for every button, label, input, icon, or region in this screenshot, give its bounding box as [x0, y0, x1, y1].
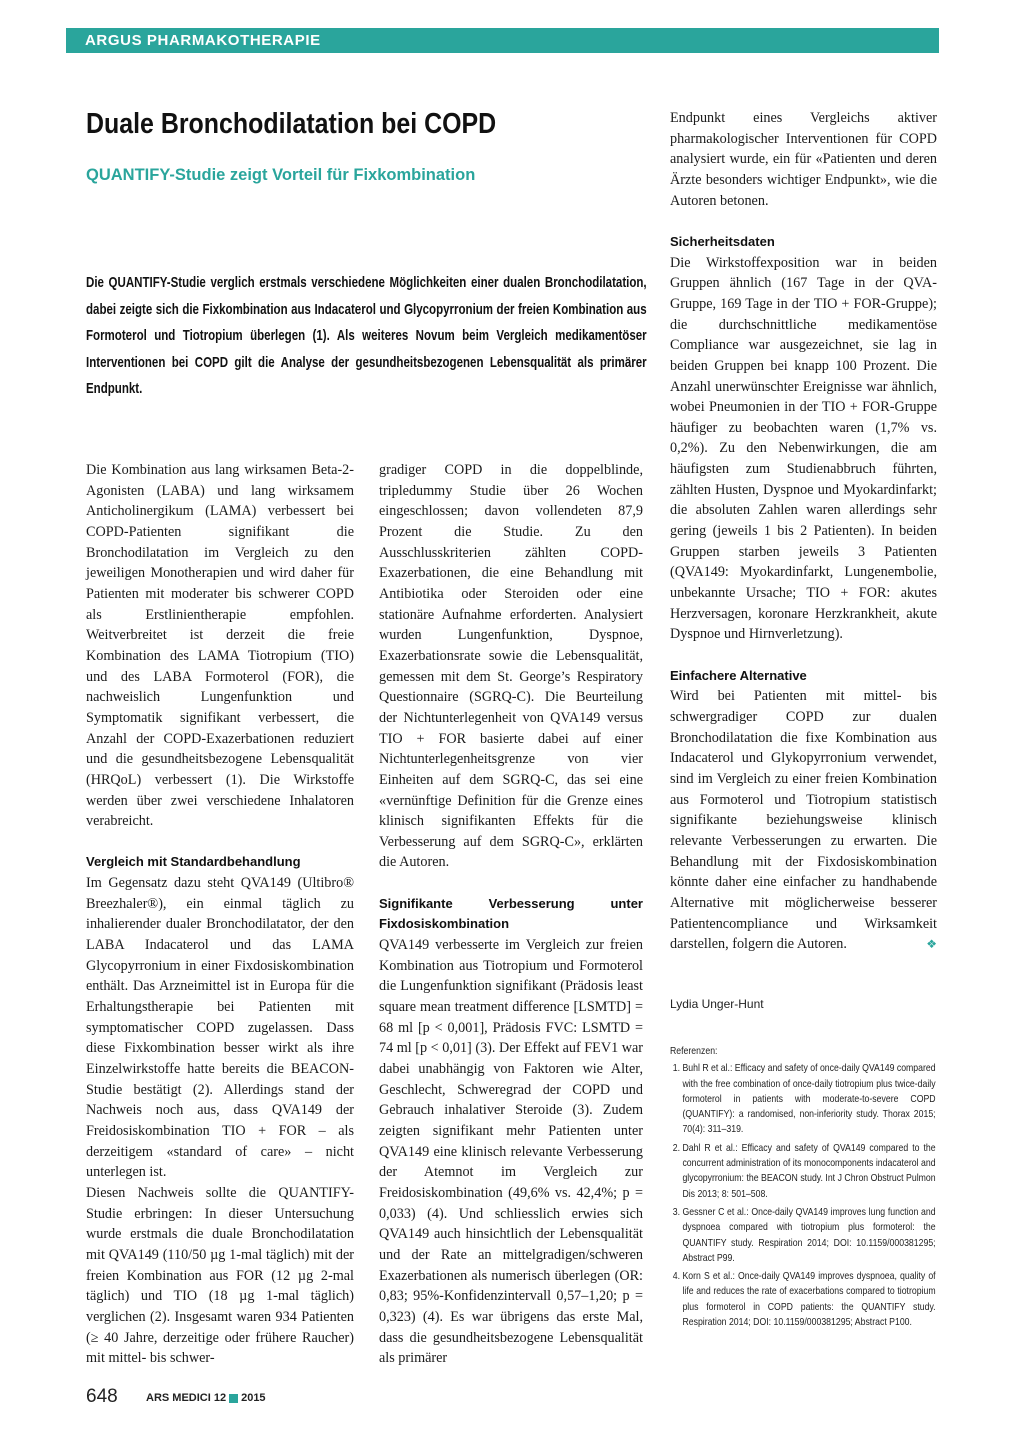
section-heading: Einfachere Alternative: [670, 667, 807, 683]
references: [670, 1044, 936, 1333]
references-list: [670, 1061, 936, 1330]
page-number: 648: [86, 1386, 118, 1407]
reference-item: 1. Buhl R et al.: Efficacy and safety of once-daily QVA149 compared with the free combination of once-daily tiotropium plus twice-daily formoterol in patients with moderate-to-severe COPD (QUANTIFY): a randomised, non-inferiority study. Thorax 2015; 70(4): 311–319.: [682, 1061, 935, 1137]
text-column-3: [670, 108, 937, 955]
section-heading: Signifikante Verbesserung unter Fixdosiskombination: [379, 895, 643, 932]
square-icon: [229, 1394, 238, 1403]
paragraph: gradiger COPD in die doppelblinde, tripledummy Studie über 26 Wochen eingeschlossen; davon vollendeten 87,9 Prozent die Studie. Zu den Ausschlusskriterien zählten COPD-Exazerbationen, die eine Behandlung mit Antibiotika oder Steroiden oder eine stationäre Aufnahme erforderten. Analysiert wurden Lungenfunktion, Dyspnoe, Exazerbationsrate sowie die Lebensqualität, gemessen mit dem St. George’s Respiratory Questionnaire (SGRQ-C). Die Beurteilung der Nichtunterlegenheit von QVA149 versus TIO + FOR basierte dabei auf einer Nichtunterlegenheitsgrenze von vier Einheiten auf dem SGRQ-C, das sei eine «vernünftige Definition für die Grenze eines klinisch signifikanten Effekts für die Verbesserung auf dem SGRQ-C», erklärten die Autoren.: [379, 462, 643, 871]
section-heading: Sicherheitsdaten: [670, 233, 775, 249]
article-lead: Die QUANTIFY-Studie verglich erstmals verschiedene Möglichkeiten einer dualen Bronchodilatation, dabei zeigte sich die Fixkombination aus Indacaterol und Glycopyrronium der freien Kombination aus Formoterol und Tiotropium überlegen (1). Als weiteres Novum beim Vergleich medikamentöser Interventionen bei COPD gilt die Analyse der gesundheitsbezogenen Lebensqualität als primärer Endpunkt.: [86, 274, 647, 397]
paragraph: Im Gegensatz dazu steht QVA149 (Ultibro® Breezhaler®), ein einmal täglich zu inhalierender dualer Bronchodilatator, der den LABA Indacaterol und das LAMA Glycopyrronium in einer Fixdosiskombination enthält. Das Arzneimittel ist in Europa für die Erhaltungstherapie bei Patienten mit symptomatischer COPD zugelassen. Dass diese Fixkombination besser wirkt als ihre Einzelwirkstoffe hatte bereits die BEACON-Studie bestätigt (2). Allerdings stand der Nachweis noch aus, dass QVA149 der Freidosiskombination TIO + FOR – als derzeitigem «standard of care» – nicht unterlegen ist.: [86, 875, 354, 1181]
section-heading: Vergleich mit Standardbehandlung: [86, 854, 301, 870]
journal-name: ARS MEDICI 12: [146, 1392, 227, 1404]
paragraph: Die Wirkstoffexposition war in beiden Gruppen ähnlich (167 Tage in der QVA-Gruppe, 169 Tage in der TIO + FOR-Gruppe); die durchschnittliche medikamentöse Compliance war ausgezeichnet, sie lag in beiden Gruppen bei knapp 100 Prozent. Die Anzahl unerwünschter Ereignisse war ähnlich, wobei Pneumonien in der TIO + FOR-Gruppe häufiger zu beobachten waren (1,7% vs. 0,2%). Zu den Nebenwirkungen, die am häufigsten zum Studienabbruch führten, zählten Husten, Dyspnoe und Myokardinfarkt; die absoluten Zahlen waren allerdings sehr gering (jeweils 1 bis 2 Patienten). In beiden Gruppen starben jeweils 3 Patienten (QVA149: Myokardinfarkt, Lungenembolie, unbekannte Ursache; TIO + FOR: akutes Herzversagen, koronare Herzkrankheit, akute Dyspnoe und Hirnverletzung).: [670, 254, 937, 643]
text-column-1: [86, 460, 354, 1369]
paragraph-text: Wird bei Patienten mit mittel- bis schwergradiger COPD zur dualen Bronchodilatation die fixe Kombination aus Indacaterol und Glykopyrronium verwendet, sind im Vergleich zu einer freien Kombination aus Formoterol und Tiotropium statistisch signifikante beziehungsweise klinisch relevante Verbesserungen zu erwarten. Die Behandlung mit der Fixdosiskombination könnte daher eine einfacher zu handhabende Alternative mit möglicherweise besserer Patientencompliance und Wirksamkeit darstellen, folgern die Autoren.: [670, 688, 937, 953]
paragraph: QVA149 verbesserte im Vergleich zur freien Kombination aus Tiotropium und Formoterol die Lungenfunktion signifikant (Prädosis least square mean treatment difference [LSMTD] = 68 ml [p < 0,001], Prädosis FVC: LSMTD = 74 ml [p < 0,01] (3). Der Effekt auf FEV1 war dabei unabhängig von Faktoren wie Alter, Geschlecht, Schweregrad der COPD und Gebrauch inhalativer Steroide (3). Zudem zeigten signifikant mehr Patienten unter QVA149 eine klinisch relevante Verbesserung der Atemnot im Vergleich zur Freidosiskombination (49,6% vs. 42,4%; p = 0,033) (4). Und schliesslich erwies sich QVA149 auch hinsichtlich der Lebensqualität und der Rate an mittelgradigen/schweren Exazerbationen als numerisch überlegen (OR: 0,83; 95%-Konfidenzintervall 0,57–1,20; p = 0,323) (4). Es war übrigens das erste Mal, dass die gesundheitsbezogene Lebensqualität als primärer: [379, 937, 643, 1367]
journal-info: [146, 1392, 266, 1404]
section-title: ARGUS PHARMAKOTHERAPIE: [85, 32, 321, 49]
reference-item: 3. Gessner C et al.: Once-daily QVA149 improves lung function and dyspnoea compared with tiotropium plus formoterol: the QUANTIFY study. Respiration 2014; DOI: 10.1159/000381295; Abstract P99.: [682, 1205, 935, 1266]
paragraph: [670, 686, 937, 955]
text-column-2: [379, 460, 643, 1369]
reference-item: 4. Korn S et al.: Once-daily QVA149 improves dyspnoea, quality of life and reduces the rate of exacerbations compared to tiotropium plus formoterol in COPD patients: the QUANTIFY study. Respiration 2014; DOI: 10.1159/000381295; Abstract P100.: [682, 1269, 935, 1330]
section-banner: [66, 28, 939, 53]
author-name: Lydia Unger-Hunt: [670, 997, 764, 1011]
paragraph: Die Kombination aus lang wirksamen Beta-2-Agonisten (LABA) und lang wirksamem Anticholinergikum (LAMA) verbessert bei COPD-Patienten signifikant die Bronchodilatation im Vergleich zu den jeweiligen Monotherapien und wird daher für Patienten mit moderater bis schwerer COPD als Erstlinientherapie empfohlen. Weitverbreitet ist derzeit die freie Kombination des LAMA Tiotropium (TIO) und des LABA Formoterol (FOR), die nachweislich Lungenfunktion und Symptomatik signifikant verbessert, die Anzahl der COPD-Exazerbationen reduziert und die gesundheitsbezogene Lebensqualität (HRQoL) verbessert (1). Die Wirkstoffe werden über zwei verschiedene Inhalatoren verabreicht.: [86, 462, 354, 830]
paragraph: Diesen Nachweis sollte die QUANTIFY-Studie erbringen: In dieser Untersuchung wurde erstmals die duale Bronchodilatation mit QVA149 (110/50 µg 1-mal täglich) mit der freien Kombination aus FOR (12 µg 2-mal täglich) und TIO (18 µg 1-mal täglich) verglichen (2). Insgesamt waren 934 Patienten (≥ 40 Jahre, derzeitige oder frühere Raucher) mit mittel- bis schwer-: [86, 1184, 354, 1367]
end-mark-icon: ❖: [926, 937, 937, 952]
journal-year: 2015: [241, 1392, 266, 1404]
references-title: Referenzen:: [670, 1045, 718, 1057]
article-subtitle: QUANTIFY-Studie zeigt Vorteil für Fixkombination: [86, 166, 476, 184]
article-title: Duale Bronchodilatation bei COPD: [86, 108, 497, 140]
paragraph: Endpunkt eines Vergleichs aktiver pharmakologischer Interventionen für COPD analysiert wurde, ein für «Patienten und deren Ärzte besonders wichtiger Endpunkt», wie die Autoren betonen.: [670, 110, 937, 209]
reference-item: 2. Dahl R et al.: Efficacy and safety of QVA149 compared to the concurrent administration of its monocomponents indacaterol and glycopyrronium: the BEACON study. Int J Chron Obstruct Pulmon Dis 2013; 8: 501–508.: [682, 1141, 935, 1202]
